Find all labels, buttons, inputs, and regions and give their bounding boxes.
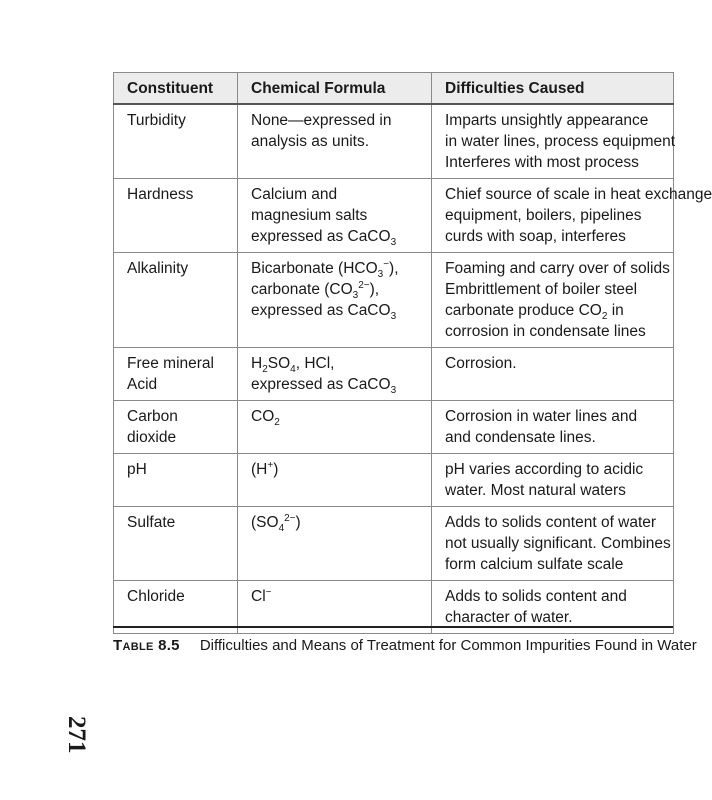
table-caption <box>113 626 697 654</box>
table-row <box>114 104 674 179</box>
cell-constituent: Carbon dioxide <box>114 401 238 454</box>
cell-difficulties: Adds to solids content of water not usually significant. Combines form calcium sulfate scale <box>432 507 674 581</box>
table-row <box>114 401 674 454</box>
cell-formula: $H_2SO_4$, HCl, expressed as CaCO$_3$ <box>238 348 432 401</box>
impurities-table-container <box>113 72 712 634</box>
table-row <box>114 179 674 253</box>
cell-constituent: Sulfate <box>114 507 238 581</box>
cell-constituent: Free mineral Acid <box>114 348 238 401</box>
cell-difficulties: pH varies according to acidic water. Most natural waters <box>432 454 674 507</box>
cell-difficulties: Corrosion in water lines and and condensate lines. <box>432 401 674 454</box>
table-row <box>114 454 674 507</box>
cell-formula: $(SO_4^{2-})$ <box>238 507 432 581</box>
header-constituent: Constituent <box>114 73 238 105</box>
table-caption-label: Table 8.5 <box>113 637 180 654</box>
cell-formula: Cl− <box>238 581 432 634</box>
header-chemical-formula: Chemical Formula <box>238 73 432 105</box>
impurities-table <box>113 72 712 634</box>
cell-difficulties: Foaming and carry over of solids Embrittlement of boiler steel carbonate produce $CO_2$ in corrosion in condensate lines <box>432 253 674 348</box>
cell-formula: (H+) <box>238 454 432 507</box>
header-difficulties-caused: Difficulties Caused <box>432 73 674 105</box>
table-header-row <box>114 73 674 105</box>
cell-formula: $CO_2$ <box>238 401 432 454</box>
table-row <box>114 253 674 348</box>
cell-constituent: Turbidity <box>114 104 238 179</box>
table-caption-text: Difficulties and Means of Treatment for Common Impurities Found in Water <box>199 637 697 654</box>
table-row <box>114 348 674 401</box>
cell-formula: None—expressed in analysis as units. <box>238 104 432 179</box>
cell-difficulties: Corrosion. <box>432 348 674 401</box>
cell-constituent: Alkalinity <box>114 253 238 348</box>
page-number: 271 <box>63 716 90 754</box>
table-row <box>114 507 674 581</box>
cell-difficulties: Imparts unsightly appearance in water lines, process equipment Interferes with most process <box>432 104 674 179</box>
cell-constituent: pH <box>114 454 238 507</box>
cell-formula: Calcium and magnesium salts expressed as CaCO$_3$ <box>238 179 432 253</box>
cell-formula: Bicarbonate $(HCO_3^-)$, carbonate $(CO_3^{2-})$, expressed as CaCO$_3$ <box>238 253 432 348</box>
cell-constituent: Chloride <box>114 581 238 634</box>
cell-constituent: Hardness <box>114 179 238 253</box>
cell-difficulties: Adds to solids content and character of water. <box>432 581 674 634</box>
cell-difficulties: Chief source of scale in heat exchange equipment, boilers, pipelines curds with soap, interferes <box>432 179 674 253</box>
